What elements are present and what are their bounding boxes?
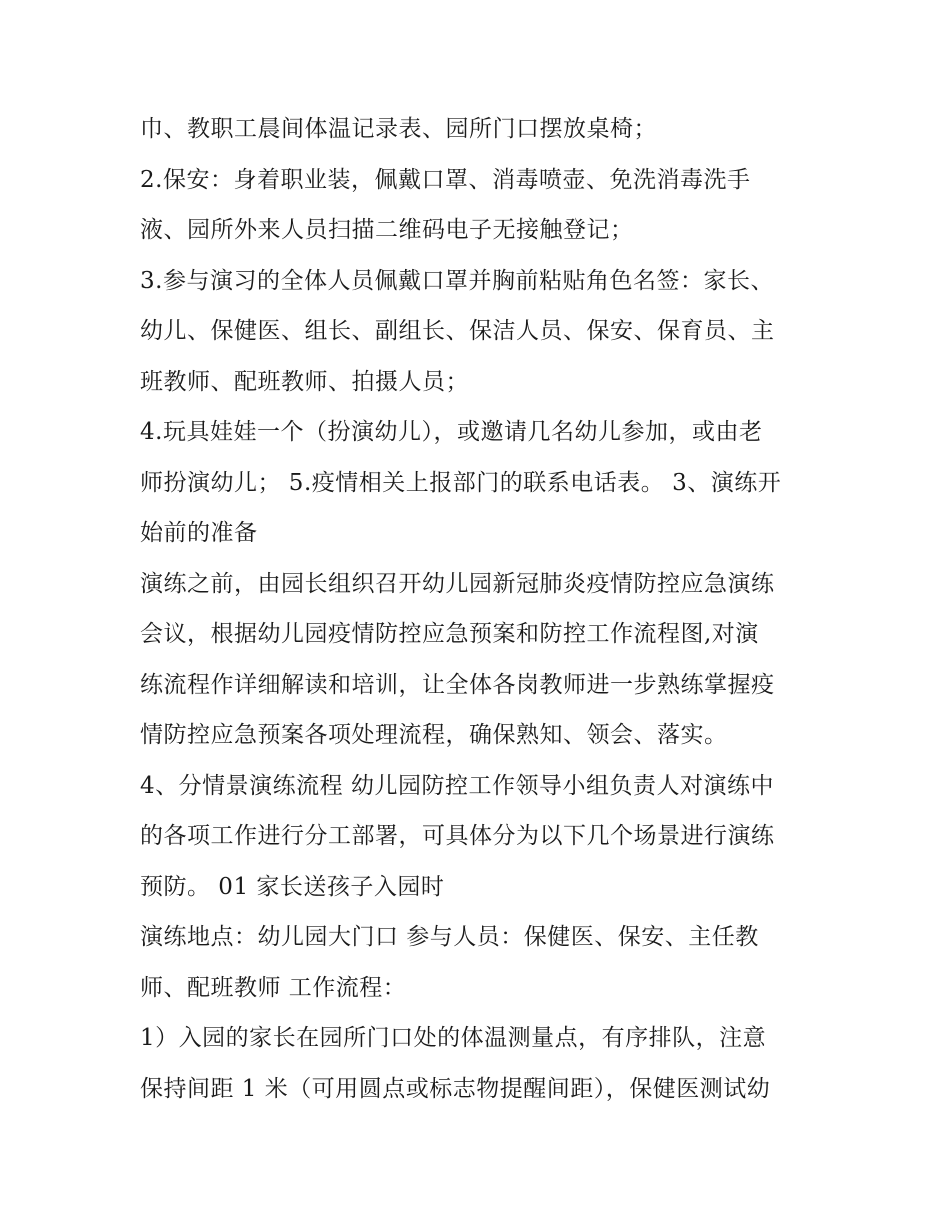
text-line: 4.玩具娃娃一个（扮演幼儿），或邀请几名幼儿参加，或由老 [140, 419, 763, 445]
text-line: 师扮演幼儿； 5.疫情相关上报部门的联系电话表。 3、演练开 [140, 469, 782, 496]
text-line: 液、园所外来人员扫描二维码电子无接触登记； [140, 217, 634, 243]
text-line: 始前的准备 [140, 520, 258, 546]
document-body [140, 104, 830, 1114]
text-line: 练流程作详细解读和培训，让全体各岗教师进一步熟练掌握疫 [140, 671, 775, 698]
text-line: 演练之前，由园长组织召开幼儿园新冠肺炎疫情防控应急演练 [140, 570, 775, 597]
text-line: 保持间距 1 米（可用圆点或标志物提醒间距），保健医测试幼 [140, 1075, 771, 1102]
text-line: 预防。 01 家长送孩子入园时 [140, 873, 445, 900]
text-line: 情防控应急预案各项处理流程，确保熟知、领会、落实。 [140, 722, 728, 748]
text-line: 班教师、配班教师、拍摄人员； [140, 368, 469, 395]
text-line: 3.参与演习的全体人员佩戴口罩并胸前粘贴角色名签：家长、 [140, 267, 774, 294]
text-line: 1）入园的家长在园所门口处的体温测量点，有序排队，注意 [140, 1025, 767, 1051]
text-line: 巾、教职工晨间体温记录表、园所门口摆放桌椅； [140, 116, 657, 142]
text-line: 的各项工作进行分工部署，可具体分为以下几个场景进行演练 [140, 823, 775, 849]
text-line: 会议，根据幼儿园疫情防控应急预案和防控工作流程图,对演 [140, 621, 759, 647]
text-line: 2.保安：身着职业装，佩戴口罩、消毒喷壶、免洗消毒洗手 [140, 166, 751, 193]
text-line: 师、配班教师 工作流程： [140, 974, 407, 1001]
text-line: 4、分情景演练流程 幼儿园防控工作领导小组负责人对演练中 [140, 772, 774, 799]
text-line: 演练地点：幼儿园大门口 参与人员：保健医、保安、主任教 [140, 924, 759, 950]
text-line: 幼儿、保健医、组长、副组长、保洁人员、保安、保育员、主 [140, 318, 775, 344]
